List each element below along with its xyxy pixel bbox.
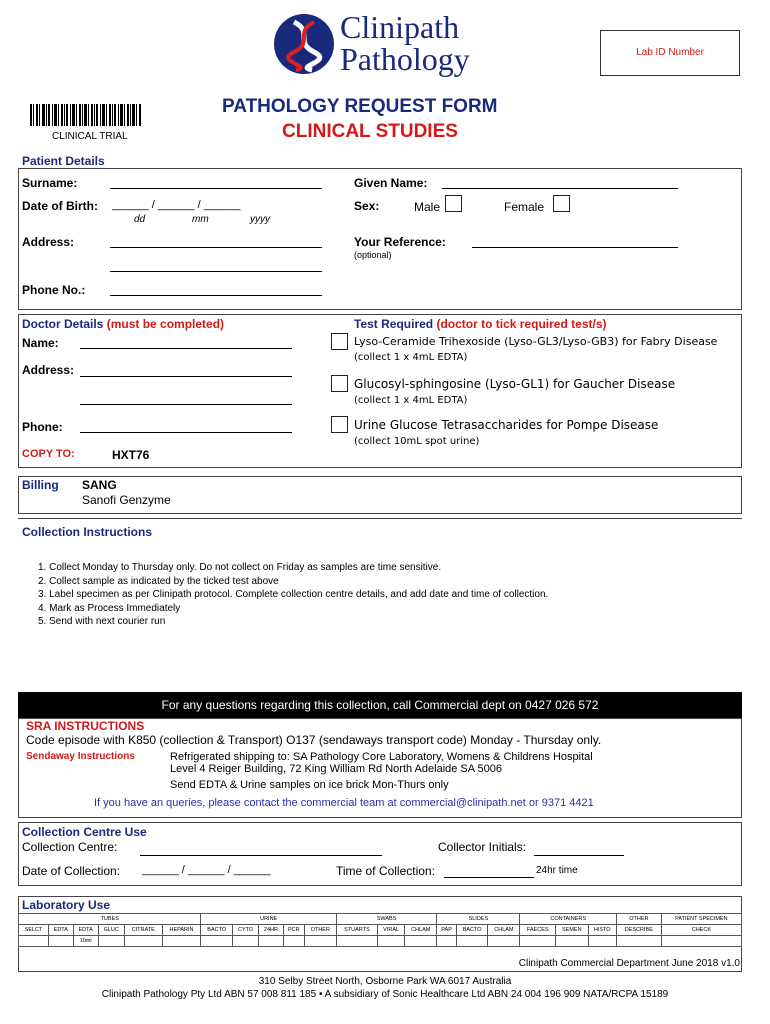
doctor-phone-label: Phone: — [22, 420, 63, 434]
lab-col[interactable]: SELCT — [19, 925, 49, 936]
address-field-1[interactable] — [110, 247, 322, 248]
lab-cell[interactable] — [48, 936, 73, 947]
send-line: Send EDTA & Urine samples on ice brick Mon-Thurs only — [170, 779, 449, 791]
barcode — [30, 104, 142, 126]
lab-cell[interactable] — [661, 936, 741, 947]
time-unit-label: 24hr time — [536, 865, 578, 876]
lab-col[interactable]: HISTO — [588, 925, 616, 936]
lab-col[interactable]: BACTO — [456, 925, 487, 936]
doctor-title-text: Doctor Details — [22, 317, 104, 331]
lab-cell[interactable] — [378, 936, 405, 947]
lab-group: SWABS — [336, 914, 436, 925]
doctor-section-title — [22, 317, 224, 331]
lab-col[interactable]: DESCRIBE — [616, 925, 661, 936]
lab-cell[interactable] — [405, 936, 437, 947]
collection-divider — [18, 518, 742, 519]
footer-address: 310 Selby Street North, Osborne Park WA 6017 Australia — [258, 976, 512, 987]
doctor-phone-field[interactable] — [80, 432, 292, 433]
lab-col[interactable]: PCR — [283, 925, 304, 936]
female-checkbox[interactable] — [553, 195, 570, 212]
lab-cell[interactable] — [588, 936, 616, 947]
lab-id-box[interactable] — [600, 30, 740, 76]
dob-yyyy-hint: yyyy — [250, 214, 270, 225]
logo-line-1: Clinipath — [340, 9, 460, 45]
surname-field[interactable] — [110, 188, 322, 189]
your-reference-label: Your Reference: — [354, 235, 446, 249]
male-checkbox[interactable] — [445, 195, 462, 212]
lab-col[interactable]: EDTA — [48, 925, 73, 936]
lab-cell[interactable] — [437, 936, 457, 947]
lab-cell[interactable] — [488, 936, 520, 947]
lab-cell[interactable] — [556, 936, 589, 947]
billing-name: Sanofi Genzyme — [82, 493, 171, 507]
female-label: Female — [504, 200, 545, 214]
test-sample: (collect 10mL spot urine) — [354, 436, 480, 447]
lab-group: PATIENT SPECIMEN — [661, 914, 741, 925]
dob-dd-hint: dd — [134, 214, 146, 225]
collection-centre-label: Collection Centre: — [22, 840, 118, 854]
lab-cell[interactable] — [232, 936, 258, 947]
address-field-2[interactable] — [110, 271, 322, 272]
lab-col[interactable]: PAP — [437, 925, 457, 936]
test-title-text: Test Required — [354, 317, 434, 331]
lab-group: TUBES — [19, 914, 201, 925]
laboratory-table — [18, 913, 742, 947]
doctor-address-field-2[interactable] — [80, 404, 292, 405]
lab-cell[interactable] — [98, 936, 124, 947]
lab-cell[interactable] — [201, 936, 232, 947]
time-of-collection-field[interactable] — [444, 877, 534, 878]
footer-company: Clinipath Pathology Pty Ltd ABN 57 008 811 185 • A subsidiary of Sonic Healthcare Ltd ABN 24 004 196 909 NATA/RCPA 15189 — [101, 989, 669, 1000]
optional-label: (optional) — [354, 250, 392, 260]
test-item-fabry — [354, 335, 717, 363]
collector-initials-field[interactable] — [534, 855, 624, 856]
collection-centre-title: Collection Centre Use — [22, 825, 147, 839]
lab-col[interactable]: STUARTS — [336, 925, 377, 936]
surname-label: Surname: — [22, 176, 78, 190]
lab-id-label: Lab ID Number — [636, 47, 704, 58]
form-title: PATHOLOGY REQUEST FORM — [222, 96, 498, 117]
test-checkbox-gaucher[interactable] — [331, 375, 348, 392]
lab-cell[interactable] — [124, 936, 162, 947]
lab-col[interactable]: CITRATE — [124, 925, 162, 936]
patient-section-title: Patient Details — [22, 154, 105, 168]
sex-label: Sex: — [354, 199, 380, 213]
barcode-icon — [30, 104, 142, 126]
collection-step: 5. Send with next courier run — [38, 616, 166, 627]
lab-col[interactable]: 24HR — [259, 925, 284, 936]
test-name: Lyso-Ceramide Trihexoside (Lyso-GL3/Lyso-GB3) for Fabry Disease — [354, 335, 718, 348]
lab-col[interactable]: CHECK — [661, 925, 741, 936]
test-checkbox-pompe[interactable] — [331, 416, 348, 433]
lab-sub-label: 10ml — [73, 936, 98, 947]
doctor-name-label: Name: — [22, 336, 59, 350]
collection-steps — [38, 561, 548, 629]
lab-col[interactable]: OTHER — [304, 925, 336, 936]
given-name-label: Given Name: — [354, 176, 428, 190]
given-name-field[interactable] — [442, 188, 678, 189]
dob-mm-hint: mm — [192, 214, 209, 225]
lab-col[interactable]: VIRAL — [378, 925, 405, 936]
clinical-trial-label: CLINICAL TRIAL — [52, 131, 128, 142]
male-label: Male — [414, 200, 441, 214]
collection-step: 4. Mark as Process Immediately — [38, 602, 181, 614]
lab-cell[interactable] — [162, 936, 201, 947]
billing-code: SANG — [82, 478, 117, 492]
helix-logo-icon — [272, 12, 336, 76]
copy-to-label: COPY TO: — [22, 448, 75, 460]
lab-cell[interactable] — [520, 936, 556, 947]
test-checkbox-fabry[interactable] — [331, 333, 348, 350]
form-subtitle: CLINICAL STUDIES — [282, 121, 458, 142]
collector-initials-label: Collector Initials: — [438, 840, 527, 854]
collection-title: Collection Instructions — [22, 525, 153, 539]
collection-step: 2. Collect sample as indicated by the ticked test above — [38, 575, 279, 587]
sra-title: SRA INSTRUCTIONS — [26, 719, 145, 733]
doctor-address-label: Address: — [22, 363, 75, 377]
copy-to-value: HXT76 — [112, 448, 150, 462]
form-version: Clinipath Commercial Department June 2018 v1.0 — [518, 958, 740, 969]
lab-group: SLIDES — [437, 914, 520, 925]
date-of-collection-label: Date of Collection: — [22, 864, 121, 878]
contact-bar — [18, 692, 742, 718]
lab-col[interactable]: CHLAM — [488, 925, 520, 936]
test-section-title — [354, 317, 607, 331]
collection-step: 1. Collect Monday to Thursday only. Do not collect on Friday as samples are time sensitive. — [38, 562, 442, 573]
lab-group: CONTAINERS — [520, 914, 616, 925]
test-item-pompe — [354, 418, 658, 447]
doctor-address-field-1[interactable] — [80, 376, 292, 377]
clinipath-logo — [272, 9, 492, 78]
contact-bar-text: For any questions regarding this collection, call Commercial dept on 0427 026 572 — [161, 698, 599, 712]
phone-label: Phone No.: — [22, 283, 86, 297]
lab-col[interactable]: EDTA — [73, 925, 98, 936]
doctor-title-note: (must be completed) — [106, 317, 225, 331]
lab-cell[interactable] — [283, 936, 304, 947]
lab-cell[interactable] — [304, 936, 336, 947]
your-reference-field[interactable] — [472, 247, 678, 248]
sra-code-line: Code episode with K850 (collection & Transport) O137 (sendaways transport code) Monday - Thursday only. — [26, 733, 602, 747]
lab-col[interactable]: CHLAM — [405, 925, 437, 936]
time-of-collection-label: Time of Collection: — [336, 864, 435, 878]
laboratory-title: Laboratory Use — [22, 898, 111, 912]
lab-group: URINE — [201, 914, 336, 925]
lab-col[interactable]: HEPARIN — [162, 925, 201, 936]
date-of-collection-field[interactable]: ______ / ______ / ______ — [142, 864, 271, 876]
lab-cell[interactable] — [456, 936, 487, 947]
collection-centre-field[interactable] — [140, 855, 382, 856]
dob-field[interactable]: ______ / ______ / ______ — [112, 199, 241, 211]
lab-col[interactable]: BACTO — [201, 925, 232, 936]
lab-col[interactable]: FAECES — [520, 925, 556, 936]
billing-label: Billing — [22, 478, 59, 492]
ship-line-2: Level 4 Reiger Building, 72 King William Rd North Adelaide SA 5006 — [170, 763, 503, 775]
lab-col[interactable]: CYTO — [232, 925, 258, 936]
lab-col[interactable]: SEMEN — [556, 925, 589, 936]
sendaway-label: Sendaway Instructions — [26, 751, 135, 762]
lab-cell[interactable] — [259, 936, 284, 947]
query-line: If you have an queries, please contact the commercial team at commercial@clinipath.net or 9371 4421 — [94, 797, 594, 809]
ship-line-1: Refrigerated shipping to: SA Pathology Core Laboratory, Womens & Childrens Hospital — [170, 751, 593, 763]
test-item-gaucher — [354, 377, 675, 406]
lab-group: OTHER — [616, 914, 661, 925]
lab-cell[interactable] — [616, 936, 661, 947]
logo-line-2: Pathology — [340, 41, 470, 77]
doctor-name-field[interactable] — [80, 348, 292, 349]
address-label: Address: — [22, 235, 75, 249]
test-sample: (collect 1 x 4mL EDTA) — [354, 352, 468, 363]
test-sample: (collect 1 x 4mL EDTA) — [354, 395, 468, 406]
lab-cell[interactable] — [19, 936, 49, 947]
test-name: Glucosyl-sphingosine (Lyso-GL1) for Gaucher Disease — [354, 377, 676, 391]
test-title-note: (doctor to tick required test/s) — [436, 317, 607, 331]
collection-step: 3. Label specimen as per Clinipath protocol. Complete collection centre details, and add date and time of collection. — [38, 589, 549, 600]
dob-label: Date of Birth: — [22, 199, 98, 213]
test-name: Urine Glucose Tetrasaccharides for Pompe Disease — [354, 418, 659, 432]
lab-cell[interactable] — [336, 936, 377, 947]
phone-field[interactable] — [110, 295, 322, 296]
lab-col[interactable]: GLUC — [98, 925, 124, 936]
